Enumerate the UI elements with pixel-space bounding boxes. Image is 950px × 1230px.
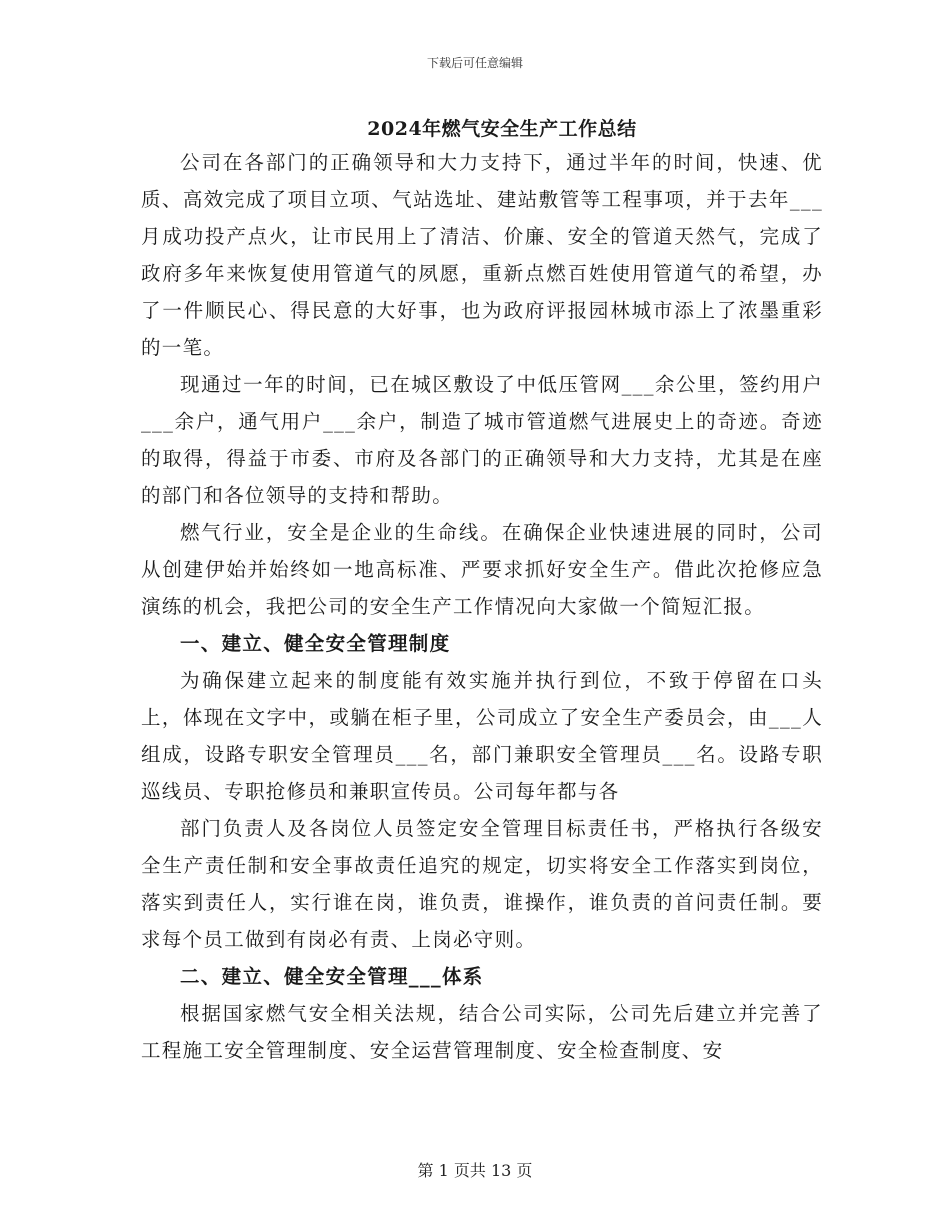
- section1-paragraph-2: 部门负责人及各岗位人员签定安全管理目标责任书，严格执行各级安全生产责任制和安全事故责任追究的规定，切实将安全工作落实到岗位，落实到责任人，实行谁在岗，谁负责，谁操作，谁负责的首问责任制。要求每个员工做到有岗必有责、上岗必守则。: [141, 817, 823, 951]
- section2-paragraph-1: 根据国家燃气安全相关法规，结合公司实际，公司先后建立并完善了工程施工安全管理制度、安全运营管理制度、安全检查制度、安: [141, 1002, 823, 1062]
- section1-paragraph-1: 为确保建立起来的制度能有效实施并执行到位，不致于停留在口头上，体现在文字中，或躺在柜子里，公司成立了安全生产委员会，由___人组成，设路专职安全管理员___名，部门兼职安全管理员___名。设路专职巡线员、专职抢修员和兼职宣传员。公司每年都与各: [141, 669, 823, 803]
- paragraph-intro: 公司在各部门的正确领导和大力支持下，通过半年的时间，快速、优质、高效完成了项目立项、气站选址、建站敷管等工程事项，并于去年___月成功投产点火，让市民用上了清洁、价廉、安全的管道天然气，完成了政府多年来恢复使用管道气的夙愿，重新点燃百姓使用管道气的希望，办了一件顺民心、得民意的大好事，也为政府评报园林城市添上了浓墨重彩的一笔。: [141, 151, 823, 359]
- paragraph-safety: 燃气行业，安全是企业的生命线。在确保企业快速进展的同时，公司从创建伊始并始终如一地高标准、严要求抓好安全生产。借此次抢修应急演练的机会，我把公司的安全生产工作情况向大家做一个简短汇报。: [141, 521, 823, 618]
- header-note: 下载后可任意编辑: [426, 56, 523, 70]
- section-heading-2: 二、建立、健全安全管理___体系: [180, 965, 484, 988]
- document-body: [141, 115, 823, 1069]
- document-title: 2024年燃气安全生产工作总结: [367, 118, 637, 140]
- page-footer: 第 1 页共 13 页: [417, 1161, 533, 1180]
- paragraph-progress: 现通过一年的时间，已在城区敷设了中低压管网___余公里，签约用户___余户，通气用户___余户，制造了城市管道燃气进展史上的奇迹。奇迹的取得，得益于市委、市府及各部门的正确领导和大力支持，尤其是在座的部门和各位领导的支持和帮助。: [141, 373, 823, 507]
- section-heading-1: 一、建立、健全安全管理制度: [180, 632, 451, 655]
